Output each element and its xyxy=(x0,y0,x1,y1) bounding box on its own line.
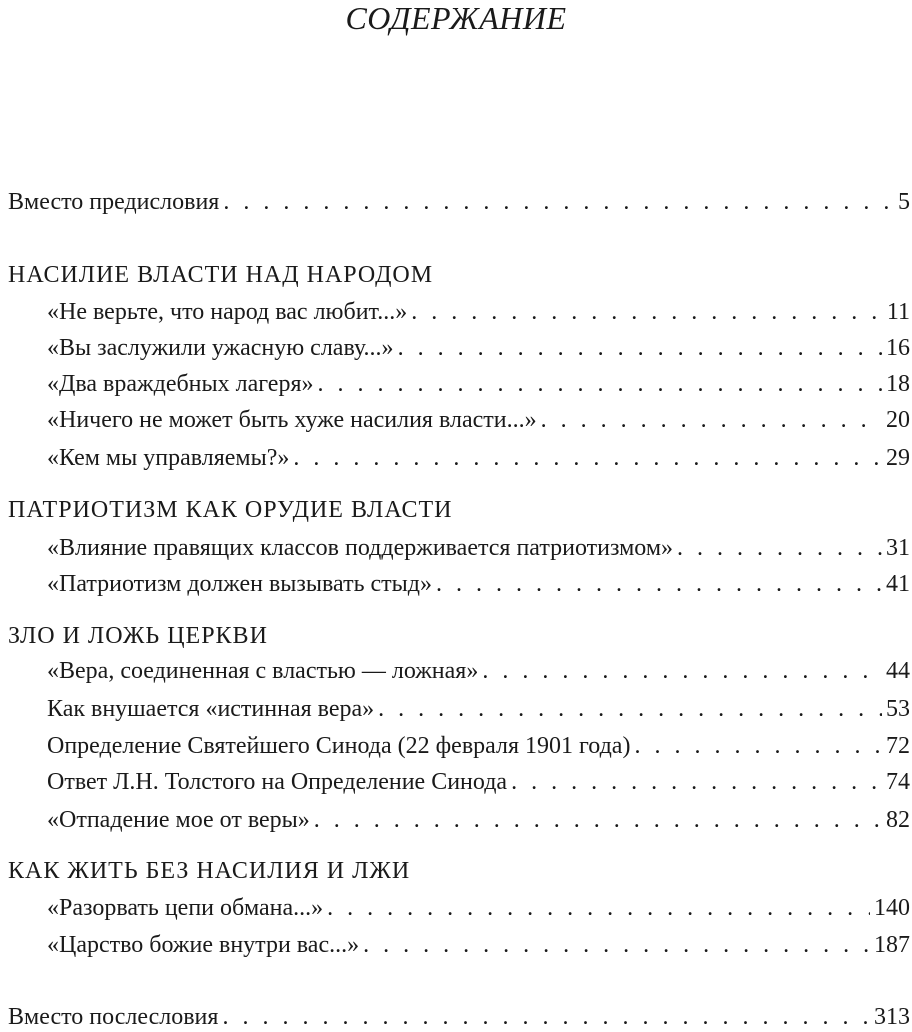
toc-page-number: 29 xyxy=(886,445,910,471)
page-title: СОДЕРЖАНИЕ xyxy=(345,0,567,36)
toc-entry[interactable] xyxy=(47,656,910,686)
section-heading: КАК ЖИТЬ БЕЗ НАСИЛИЯ И ЛЖИ xyxy=(8,858,411,884)
toc-entry-label: «Влияние правящих классов поддерживается патриотизмом» xyxy=(47,535,674,561)
dot-leader xyxy=(223,187,894,217)
section-heading: ПАТРИОТИЗМ КАК ОРУДИЕ ВЛАСТИ xyxy=(8,497,453,523)
toc-entry-label: «Два враждебных лагеря» xyxy=(47,371,314,397)
toc-entry-label: «Ничего не может быть хуже насилия власти...» xyxy=(47,407,537,433)
toc-entry-label: Определение Святейшего Синода (22 февраля 1901 года) xyxy=(47,733,631,759)
toc-entry-label: «Не верьте, что народ вас любит...» xyxy=(47,299,408,325)
dot-leader xyxy=(436,569,882,599)
dot-leader xyxy=(511,767,882,797)
toc-entry-label: Вместо предисловия xyxy=(8,189,220,215)
dot-leader xyxy=(677,533,882,563)
toc-entry-afterword[interactable] xyxy=(8,1002,910,1032)
toc-page-number: 74 xyxy=(886,769,910,795)
dot-leader xyxy=(541,405,882,435)
toc-page-number: 82 xyxy=(886,807,910,833)
toc-entry[interactable] xyxy=(47,767,910,797)
toc-entry[interactable] xyxy=(47,443,910,473)
toc-entry[interactable] xyxy=(47,297,910,327)
toc-page-number: 11 xyxy=(886,299,910,325)
dot-leader xyxy=(222,1002,870,1032)
toc-entry[interactable] xyxy=(47,533,910,563)
dot-leader xyxy=(482,656,882,686)
section-heading: НАСИЛИЕ ВЛАСТИ НАД НАРОДОМ xyxy=(8,262,434,288)
dot-leader xyxy=(363,930,870,960)
dot-leader xyxy=(398,333,882,363)
toc-entry-label: «Отпадение мое от веры» xyxy=(47,807,310,833)
toc-entry-label: «Патриотизм должен вызывать стыд» xyxy=(47,571,432,597)
toc-entry-label: «Вера, соединенная с властью — ложная» xyxy=(47,658,479,684)
toc-page-number: 20 xyxy=(886,407,910,433)
toc-entry-label: «Вы заслужили ужасную славу...» xyxy=(47,335,394,361)
dot-leader xyxy=(411,297,883,327)
dot-leader xyxy=(293,443,882,473)
toc-entry[interactable] xyxy=(47,369,910,399)
toc-page-number: 187 xyxy=(874,932,910,958)
toc-entry[interactable] xyxy=(47,569,910,599)
toc-page-number: 72 xyxy=(886,733,910,759)
toc-entry[interactable] xyxy=(47,731,910,761)
toc-entry[interactable] xyxy=(47,930,910,960)
toc-entry[interactable] xyxy=(47,333,910,363)
dot-leader xyxy=(318,369,883,399)
toc-page-number: 140 xyxy=(874,895,910,921)
dot-leader xyxy=(378,694,882,724)
toc-page-number: 16 xyxy=(886,335,910,361)
toc-page-number: 44 xyxy=(886,658,910,684)
toc-entry-label: «Кем мы управляемы?» xyxy=(47,445,290,471)
dot-leader xyxy=(634,731,882,761)
toc-entry[interactable] xyxy=(47,694,910,724)
toc-entry[interactable] xyxy=(47,805,910,835)
dot-leader xyxy=(314,805,882,835)
toc-page-number: 5 xyxy=(898,189,910,215)
section-heading: ЗЛО И ЛОЖЬ ЦЕРКВИ xyxy=(8,623,268,649)
toc-entry-label: «Царство божие внутри вас...» xyxy=(47,932,360,958)
toc-entry[interactable] xyxy=(47,893,910,923)
toc-entry-label: Вместо послесловия xyxy=(8,1004,219,1030)
toc-entry-label: «Разорвать цепи обмана...» xyxy=(47,895,324,921)
toc-page-number: 313 xyxy=(874,1004,910,1030)
dot-leader xyxy=(327,893,870,923)
toc-entry-preface[interactable] xyxy=(8,187,910,217)
toc-page-number: 31 xyxy=(886,535,910,561)
toc-page-number: 41 xyxy=(886,571,910,597)
toc-entry-label: Как внушается «истинная вера» xyxy=(47,696,375,722)
toc-entry[interactable] xyxy=(47,405,910,435)
toc-page-number: 18 xyxy=(886,371,910,397)
toc-page-number: 53 xyxy=(886,696,910,722)
toc-entry-label: Ответ Л.Н. Толстого на Определение Синода xyxy=(47,769,508,795)
